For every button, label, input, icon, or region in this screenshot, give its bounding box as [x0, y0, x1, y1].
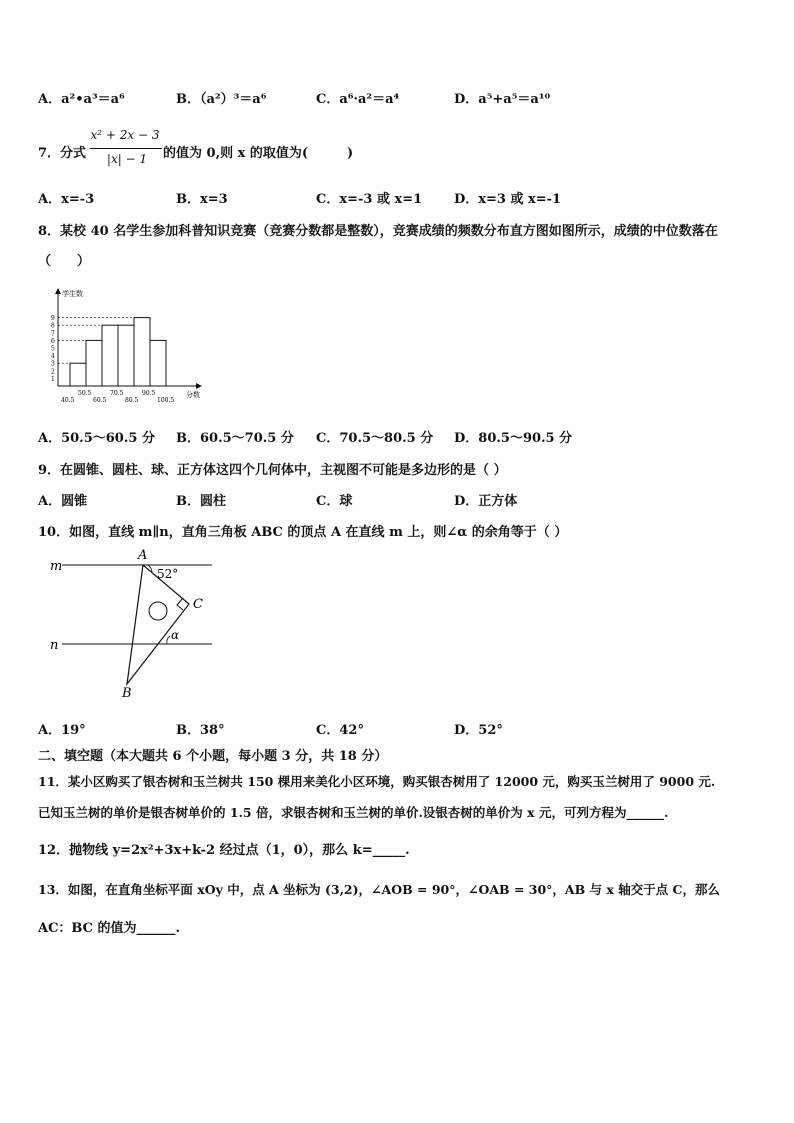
q6-option-c[interactable]: C．a⁶·a²＝a⁴ — [316, 92, 400, 107]
histogram-bar — [102, 325, 118, 386]
histogram-bar — [86, 340, 102, 386]
q9-option-d[interactable]: D．正方体 — [454, 494, 518, 509]
q7-option-a[interactable]: A．x=-3 — [38, 192, 95, 207]
q6-option-d[interactable]: D．a⁵+a⁵＝a¹⁰ — [454, 92, 551, 107]
label-c: C — [193, 597, 203, 612]
q7-prefix: 7．分式 — [38, 146, 87, 161]
y-tick-label: 2 — [51, 368, 55, 376]
q9-text: 9．在圆锥、圆柱、球、正方体这四个几何体中，主视图不可能是多边形的是（ ） — [38, 463, 507, 478]
fraction-bar — [90, 148, 162, 149]
q7-option-b[interactable]: B．x=3 — [176, 192, 228, 207]
q8-option-d[interactable]: D．80.5～90.5 分 — [454, 431, 573, 446]
q12-text: 12．抛物线 y=2x²+3x+k-2 经过点（1，0），那么 k=_____. — [38, 843, 410, 858]
q9-option-c[interactable]: C．球 — [316, 494, 353, 509]
q9-option-b[interactable]: B．圆柱 — [176, 494, 227, 509]
q8-option-a[interactable]: A．50.5～60.5 分 — [38, 431, 155, 446]
triangle-hole — [149, 602, 167, 620]
histogram-bar — [134, 318, 150, 386]
label-angle-52: 52° — [157, 567, 179, 581]
label-a: A — [138, 548, 148, 563]
x-axis-label: 分数 — [186, 391, 200, 399]
y-tick-label: 1 — [51, 375, 55, 383]
histogram-bar — [118, 325, 134, 386]
q7-suffix: 的值为 0,则 x 的取值为( ) — [163, 146, 354, 161]
x-tick-label: 50.5 — [78, 390, 92, 397]
q10-option-d[interactable]: D．52° — [454, 723, 503, 738]
q13-line2: AC：BC 的值为______. — [38, 921, 181, 936]
q7-option-c[interactable]: C．x=-3 或 x=1 — [316, 192, 423, 207]
y-tick-label: 7 — [51, 330, 55, 338]
y-tick-label: 3 — [51, 360, 55, 368]
q8-text: 8．某校 40 名学生参加科普知识竞赛（竞赛分数都是整数），竞赛成绩的频数分布直方图如图所示，成绩的中位数落在 — [38, 224, 718, 239]
label-n: n — [50, 638, 59, 653]
section-2-title: 二、填空题（本大题共 6 个小题，每小题 3 分，共 18 分） — [38, 749, 388, 764]
q11-line1: 11．某小区购买了银杏树和玉兰树共 150 棵用来美化小区环境，购买银杏树用了 12000 元，购买玉兰树用了 9000 元. — [38, 774, 716, 789]
q8-option-c[interactable]: C．70.5～80.5 分 — [316, 431, 434, 446]
y-tick-label: 5 — [51, 345, 55, 353]
y-axis-arrow-icon — [55, 288, 61, 294]
q9-option-a[interactable]: A．圆锥 — [38, 494, 88, 509]
q10-option-a[interactable]: A．19° — [38, 723, 86, 738]
x-tick-label: 70.5 — [110, 390, 124, 397]
x-axis-arrow-icon — [196, 383, 202, 389]
label-alpha: α — [171, 628, 180, 642]
q6-option-a[interactable]: A．a²•a³＝a⁶ — [38, 92, 125, 107]
y-tick-label: 4 — [51, 353, 55, 361]
right-angle-mark — [177, 598, 183, 610]
x-tick-label: 90.5 — [142, 390, 156, 397]
histogram-chart — [38, 286, 208, 408]
x-tick-label: 80.5 — [125, 397, 139, 404]
q10-option-b[interactable]: B．38° — [176, 723, 225, 738]
q7-numerator: x² + 2x − 3 — [90, 128, 160, 142]
x-tick-label: 40.5 — [61, 397, 75, 404]
label-m: m — [50, 559, 63, 574]
triangle-abc — [127, 565, 189, 684]
q10-option-c[interactable]: C．42° — [316, 723, 364, 738]
q10-text: 10．如图，直线 m∥n，直角三角板 ABC 的顶点 A 在直线 m 上，则∠α 的余角等于（ ） — [38, 525, 568, 540]
y-tick-label: 6 — [51, 337, 55, 345]
q11-line2: 已知玉兰树的单价是银杏树单价的 1.5 倍，求银杏树和玉兰树的单价.设银杏树的单价为 x 元，可列方程为______. — [38, 805, 669, 820]
y-tick-label: 9 — [51, 315, 55, 323]
q8-option-b[interactable]: B．60.5～70.5 分 — [176, 431, 294, 446]
histogram-bar — [70, 363, 86, 386]
x-tick-label: 60.5 — [93, 397, 107, 404]
histogram-bar — [150, 340, 166, 386]
q7-option-d[interactable]: D．x=3 或 x=-1 — [454, 192, 562, 207]
label-b: B — [122, 686, 132, 701]
y-axis-label: 学生数 — [62, 290, 83, 298]
q7-denominator: |x| − 1 — [106, 152, 148, 166]
alpha-arc — [167, 636, 170, 644]
x-tick-label: 100.5 — [157, 397, 175, 404]
q13-line1: 13．如图，在直角坐标平面 xOy 中，点 A 坐标为 (3,2)，∠AOB = 90°，∠OAB = 30°，AB 与 x 轴交于点 C，那么 — [38, 882, 721, 897]
q8-blank: （ ） — [38, 254, 91, 269]
triangle-figure — [40, 544, 220, 704]
q6-option-b[interactable]: B．（a²）³＝a⁶ — [176, 92, 267, 107]
y-tick-label: 8 — [51, 322, 55, 330]
